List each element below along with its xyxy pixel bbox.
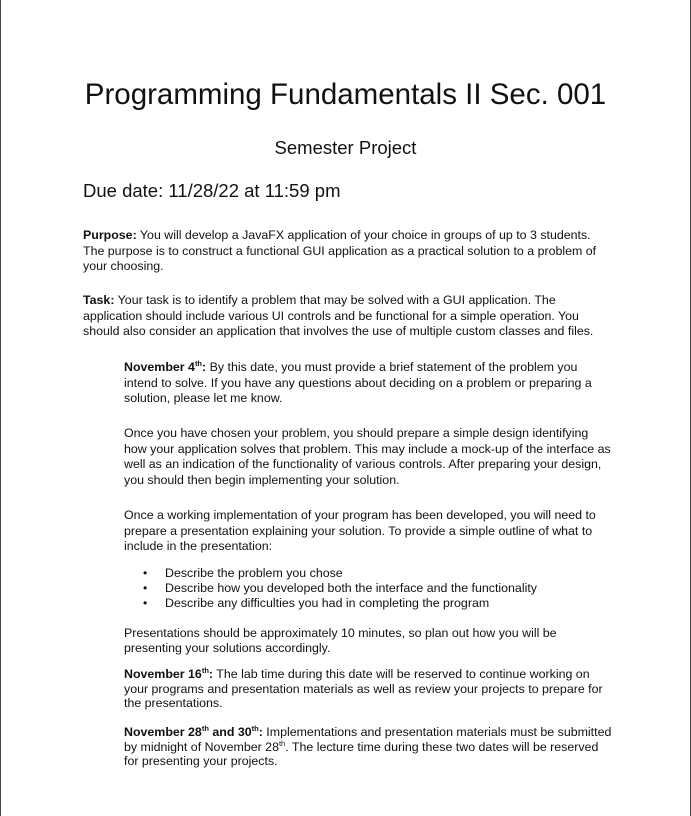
document-title: Programming Fundamentals II Sec. 001 <box>84 78 607 111</box>
task-label: Task: <box>83 293 115 307</box>
november-4-paragraph <box>124 360 614 407</box>
task-text: Your task is to identify a problem that may be solved with a GUI application. The application should include various UI controls and be functional for a simple operation. You should also consider an application that involves the use of multiple custom classes and files. <box>83 293 594 339</box>
november-4-label: November 4th: <box>124 359 207 374</box>
list-item: • Describe how you developed both the interface and the functionality <box>143 581 537 595</box>
november-4-text: By this date, you must provide a brief statement of the problem you intend to solve. If you have any questions about deciding on a problem or preparing a solution, please let me know. <box>124 360 592 406</box>
due-date: Due date: 11/28/22 at 11:59 pm <box>83 180 341 201</box>
november-16-label: November 16th: <box>124 666 214 681</box>
design-paragraph: Once you have chosen your problem, you should prepare a simple design identifying how your application solves that problem. This may include a mock-up of the interface as well as an indication of the functionality of various controls. After preparing your design, you should then begin implementing your solution. <box>124 426 611 487</box>
presentation-paragraph: Once a working implementation of your program has been developed, you will need to prepare a presentation explaining your solution. To provide a simple outline of what to include in the presentation: <box>124 508 596 554</box>
list-item: • Describe the problem you chose <box>143 566 343 580</box>
november-28-paragraph <box>124 725 614 769</box>
presentation-outline-list <box>143 566 537 611</box>
bullet-icon: • <box>143 581 148 595</box>
november-28-text: Implementations and presentation materials must be submitted by midnight of November 28th. The lecture time during these two dates will be reserved for presenting your projects. <box>124 725 612 769</box>
november-16-text: The lab time during this date will be reserved to continue working on your programs and presentation materials as well as review your projects to prepare for the presentations. <box>124 667 603 711</box>
purpose-label: Purpose: <box>83 228 137 242</box>
november-16-paragraph <box>124 667 614 711</box>
purpose-paragraph <box>83 228 613 275</box>
november-28-label: November 28th and 30th: <box>124 724 263 739</box>
task-paragraph <box>83 293 613 340</box>
bullet-icon: • <box>143 566 148 580</box>
presentation-length-paragraph: Presentations should be approximately 10 minutes, so plan out how you will be presenting your solutions accordingly. <box>124 626 557 655</box>
document-subtitle: Semester Project <box>274 137 417 158</box>
bullet-icon: • <box>143 596 148 610</box>
list-item: • Describe any difficulties you had in completing the program <box>143 596 490 610</box>
purpose-text: You will develop a JavaFX application of your choice in groups of up to 3 students. The purpose is to construct a functional GUI application as a practical solution to a problem of your choosing. <box>83 228 597 274</box>
